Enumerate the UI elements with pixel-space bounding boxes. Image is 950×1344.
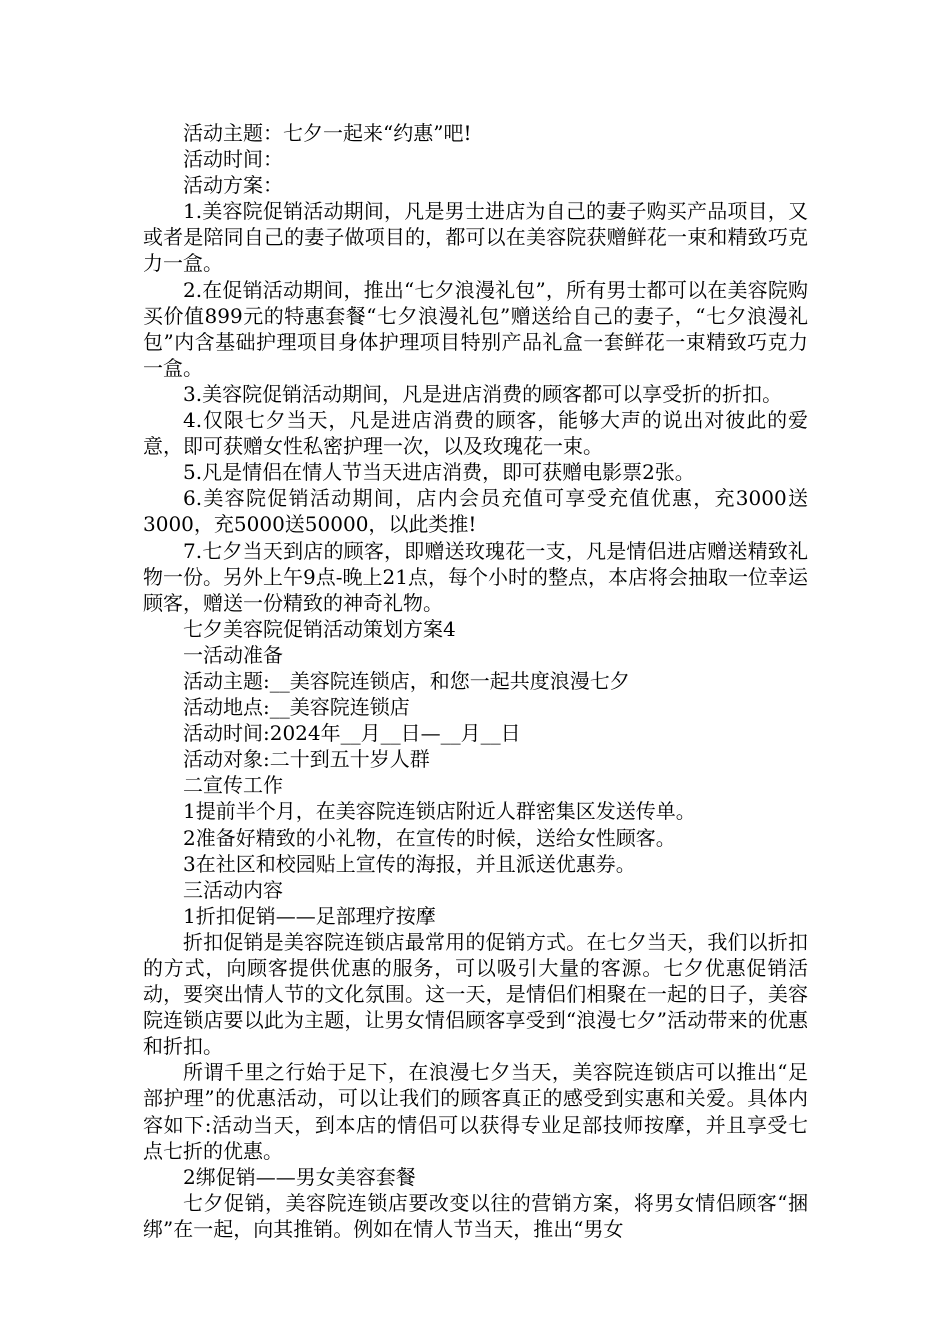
paragraph: 3.美容院促销活动期间，凡是进店消费的顾客都可以享受折的折扣。 <box>183 381 783 406</box>
paragraph: 活动方案： <box>183 173 283 198</box>
paragraph: 5.凡是情侣在情人节当天进店消费，即可获赠电影票2张。 <box>183 460 695 485</box>
paragraph: 活动地点:__美容院连锁店 <box>183 695 410 720</box>
paragraph: 2准备好精致的小礼物，在宣传的时候，送给女性顾客。 <box>183 825 676 850</box>
paragraph: 7.七夕当天到店的顾客，即赠送玫瑰花一支，凡是情侣进店赠送精致礼物一份。另外上午9点-晚上21点，每个小时的整点，本店将会抽取一位幸运顾客，赠送一份精致的神奇礼物。 <box>143 538 808 615</box>
paragraph: 2.在促销活动期间，推出“七夕浪漫礼包”，所有男士都可以在美容院购买价值899元的特惠套餐“七夕浪漫礼包”赠送给自己的妻子，“七夕浪漫礼包”内含基础护理项目身体护理项目特别产品礼盒一套鲜花一束精致巧克力一盒。 <box>143 277 808 380</box>
section-title: 七夕美容院促销活动策划方案4 <box>183 616 456 641</box>
paragraph: 所谓千里之行始于足下，在浪漫七夕当天，美容院连锁店可以推出“足部护理”的优惠活动，可以让我们的顾客真正的感受到实惠和关爱。具体内容如下:活动当天，到本店的情侣可以获得专业足部技师按摩，并且享受七点七折的优惠。 <box>143 1060 808 1163</box>
paragraph: 活动主题:__美容院连锁店，和您一起共度浪漫七夕 <box>183 668 630 693</box>
section-heading: 三活动内容 <box>183 877 283 902</box>
section-heading: 二宣传工作 <box>183 773 283 798</box>
paragraph: 4.仅限七夕当天，凡是进店消费的顾客，能够大声的说出对彼此的爱意，即可获赠女性私密护理一次，以及玫瑰花一束。 <box>143 408 808 459</box>
document-body <box>143 120 808 1242</box>
paragraph: 6.美容院促销活动期间，店内会员充值可享受充值优惠，充3000送3000，充5000送50000，以此类推! <box>143 486 808 537</box>
section-heading: 一活动准备 <box>183 642 283 667</box>
paragraph: 3在社区和校园贴上宣传的海报，并且派送优惠券。 <box>183 851 636 876</box>
paragraph: 活动时间:2024年__月__日—__月__日 <box>183 721 521 746</box>
subsection-heading: 1折扣促销——足部理疗按摩 <box>183 903 436 928</box>
paragraph: 活动对象:二十到五十岁人群 <box>183 747 430 772</box>
paragraph: 1.美容院促销活动期间，凡是男士进店为自己的妻子购买产品项目，又或者是陪同自己的妻子做项目的，都可以在美容院获赠鲜花一束和精致巧克力一盒。 <box>143 199 808 276</box>
subsection-heading: 2绑促销——男女美容套餐 <box>183 1164 416 1189</box>
paragraph: 活动时间： <box>183 147 283 172</box>
paragraph: 活动主题：七夕一起来“约惠”吧! <box>183 121 472 145</box>
paragraph: 折扣促销是美容院连锁店最常用的促销方式。在七夕当天，我们以折扣的方式，向顾客提供优惠的服务，可以吸引大量的客源。七夕优惠促销活动，要突出情人节的文化氛围。这一天，是情侣们相聚在一起的日子，美容院连锁店要以此为主题，让男女情侣顾客享受到“浪漫七夕”活动带来的优惠和折扣。 <box>143 929 808 1059</box>
paragraph: 七夕促销，美容院连锁店要改变以往的营销方案，将男女情侣顾客“捆绑”在一起，向其推销。例如在情人节当天，推出“男女 <box>143 1190 808 1241</box>
paragraph: 1提前半个月，在美容院连锁店附近人群密集区发送传单。 <box>183 799 696 824</box>
